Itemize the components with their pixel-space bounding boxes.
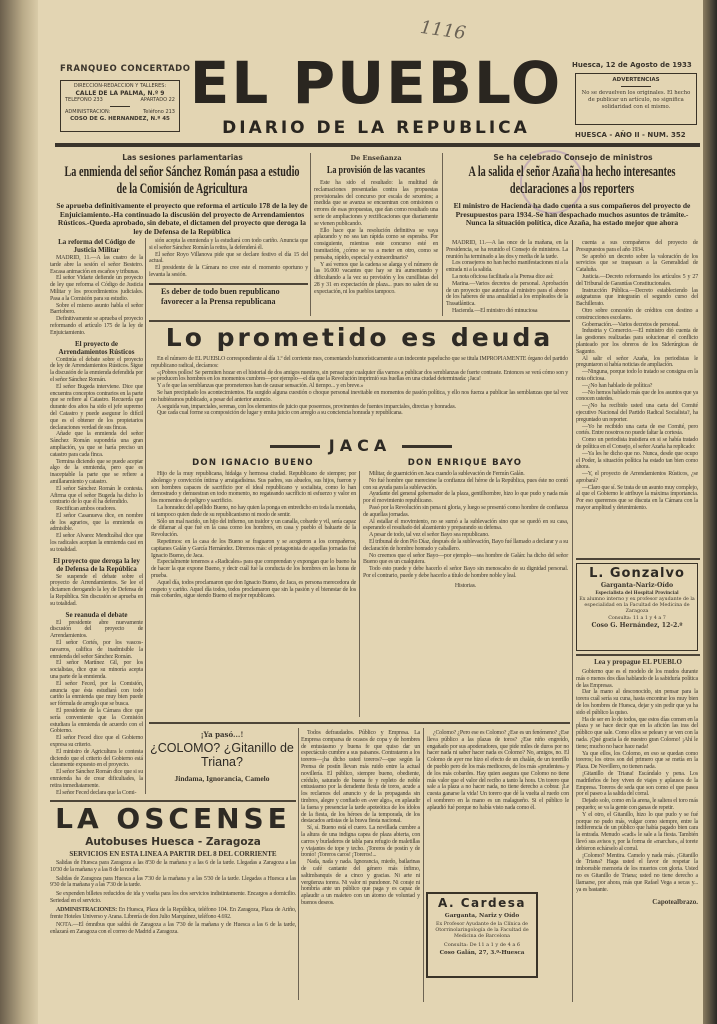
advertencias-box (575, 73, 697, 125)
paragraph: Al salir el señor Azaña, los periodistas le preguntaron si había noticias de ampliación. (576, 355, 698, 369)
doctor-specialty: Garganta-Nariz-Oído (600, 582, 674, 589)
section-title: El proyecto que deroga la ley de Defensa de la República (53, 556, 140, 573)
bueno-column (151, 471, 356, 600)
issue-date: Huesca, 12 de Agosto de 1933 (572, 61, 692, 69)
paragraph: Gobernación.—Varios decretos de personal. (582, 321, 680, 328)
paragraph: El señor Bugeda interviene. Dice que encuentra conceptos contrarios en la parte que se refiere al Catastro. Recuerda que durante dos años ha sido el jefe supremo del Catastro y puede asegurar lo difícil que es el obtener de los propietarios declaraciones verdad de sus fincas. (50, 383, 143, 431)
paragraph: Instrucción Pública.—Decreto estableciendo las asignaturas que integrarán el segundo curso del Bachillerato. (576, 287, 698, 308)
paragraph: Repetimos: en la casa de los Bueno se fraguaron y se acogieron a los compañeros, capitanes Galán y García Hernández. Diremos más: el protagonista de aquellas jornadas fué Ignacio Bueno, de Jaca. (151, 538, 356, 559)
paragraph: sión acepta la enmienda y la estudiará con todo cariño. Anuncia que si el señor Sánchez Román la retira, la defenderá él. (149, 238, 308, 251)
doctor-name: L. Gonzalvo (589, 566, 685, 581)
prensa-slogan: Es deber de todo buen republicano favorecer a la Prensa republicana (149, 283, 308, 306)
paragraph: Termina diciendo que se puede aceptar algo de la enmienda, pero que es inaceptable la parte que se refiere a amillaramiento y catastro. (50, 458, 143, 485)
paragraph: cuenta a sus compañeros del proyecto de Presupuestos para el año 1934. (576, 240, 698, 253)
article-column (50, 238, 143, 796)
address-line: DIRECCION-REDACCION Y TALLERES: (73, 83, 167, 89)
doctor-credentials: Especialista del Hospital Provincial (595, 590, 679, 595)
colomo-continued (576, 669, 698, 907)
paragraph: Marina.—Varios decretos de personal. Aprobación de un proyecto que autoriza al ministro para el abono de los haberes de una anualidad a los empleados de la Trasatlántica. (446, 280, 568, 308)
doctor-credentials: Ex alumno interno y ex profesor ayudante de la especialidad en la Facultad de Medicina de Zaragoza (579, 597, 695, 614)
doctor-credentials: Ex Profesor Ayudante de la Clínica de Otorrinolaringología de la Facultad de Medicina de Barcelona (435, 922, 529, 939)
page-binding (0, 0, 38, 1024)
ad-subtitle: Autobuses Huesca - Zaragoza (85, 836, 261, 848)
paragraph: No creemos que el señor Bayo—por ejemplo—sea hombre de Galán: ha dicho del señor Bueno que es un cualquiera. (363, 552, 568, 566)
ad-title: LA OSCENSE (55, 802, 291, 835)
paragraph: NOTA.—El ómnibus que saldrá de Zaragoza a las 7'30 de la mañana y de Huesca a las 6 de la tarde, enlazará en Zaragoza con el correo de Madrid a Zaragoza. (50, 922, 296, 936)
page-edge (703, 0, 717, 1024)
newspaper-title: EL PUEBLO (189, 49, 563, 117)
address-box (60, 80, 180, 132)
article-headline: ¿COLOMO? ¿Gitanillo de Triana? (150, 741, 294, 769)
colomo-column (427, 730, 569, 812)
admin-address: COSO DE G. HERNANDEZ, N.º 45 (70, 115, 170, 122)
paragraph: El señor Alvarez Mendizábal dice que los radicales aceptan la enmienda casi en su totalidad. (50, 533, 143, 553)
paragraph: Otro sobre concesión de créditos con destino a construcciones escolares. (576, 307, 698, 321)
consultation-hours: Consulta: De 11 a 1 y de 4 a 6 (443, 942, 521, 948)
paragraph: Justicia.—Decreto reformando los artículos 5 y 27 del Tribunal de Garantías Constitucionales. (576, 273, 698, 287)
paragraph: Salidas de Huesca para Zaragoza a las 8'30 de la mañana y a las 6 de la tarde. Llegadas a Zaragoza a las 10'30 de la mañana y a las 8 de la noche. (50, 860, 296, 873)
paragraph: ¡Colomo? Mentira. Camelo y nada más. ¡Gitanillo de Triana? Haga usted el favor de respetar la imborrable memoria de los muertos con gloria. Usted no es Gitanillo de Triana; usted no tiene derecho a llamarse, por ahora, más que Rafael Vega a secas y... ya es bastante. (576, 852, 698, 893)
paragraph: Este ha sido el resultado: la multitud de reclamaciones presentadas contra las propuestas provisionales del concurso por escala de sexenios; a medida que se avanza se encuentran con omisiones o errores de esas propuestas, que dan como resultado una serie de ampliaciones y rectificaciones que diariamente se vienen publicando. (314, 180, 438, 227)
paragraph: Añade que la enmienda del señor Sánchez Román supondría una gran ampliación, ya que se haría preciso un catastro para cada finca. (50, 431, 143, 458)
article-column (314, 180, 438, 296)
paragraph: Pasó por la Revolución sin pena ni gloria, y luego se presentó como hombre de confianza de aquellas jornadas. (363, 504, 568, 518)
advertencias-title: ADVERTENCIAS (612, 77, 660, 83)
doctor-address: Coso Galán, 27, 3.º-Huesca (439, 950, 525, 956)
ad-body (50, 860, 296, 936)
paragraph: Ha de ser en lo de todos, que estos días comen en la plaza y se hace decir que en la afición las iras del público que sale. Como ellos se pelean y se ven con la nada. ¡Qué gracia la de nuestro gran Colomo! ¡Ahí le tiene; mucho no hace hace nada! (576, 716, 698, 750)
phone: TELEFONO 233 (65, 97, 103, 103)
franqueo-label: FRANQUEO CONCERTADO (60, 64, 191, 74)
ad-gonzalvo (576, 563, 698, 651)
paragraph: Dar la mano al desconocido, sin pensar para la torera cuál sería su cuna, hasta encontrar los muy bien de los hombres de Huesca, dejar y sin pedir que ya ha sido el público la quiso. (576, 689, 698, 716)
subject-name: DON IGNACIO BUENO (192, 458, 314, 468)
paragraph: Todos defraudados. Público y Empresa. La Empresa comparsa de ocasos de copa y de hombres de entusiasmo y buena fe que quiso dar un espectáculo cumbre a sus paisanos. Contrataron a los toreros—¡ha dicho usted toreros?—que según la Prensa de postín llevan más ruido entre la actual novillería. El público, siempre bueno, obediente, crédulo, saturado de buena fe y repleto de noble entusiasmo por la deradente fiesta de toros, acude a los reclamos del anuncio y de la propaganda sin timbres, alegre y confiado en «ver algo», en aplaudir la faena y presenciar la tarde apoteótica de los ídolos de la fiesta, de los héroes de la temporada, de los destacados artistas de la brava fiesta nacional. (301, 730, 420, 825)
issue-number: HUESCA - AÑO II - NUM. 352 (575, 131, 686, 139)
paragraph: Especialmente tenemos a «Radicales» para que comprendan y expongan que lo bueno ha de hacer la que expone Bueno, y decir cuál fué la conducta de los hombres en las horas de prueba. (151, 559, 356, 579)
paragraph: Definitivamente se aprueba el proyecto reformando el artículo 175 de la ley de Enjuiciamiento. (50, 316, 143, 336)
paragraph: Se han precipitado los acontecimientos. Ha surgido alguna cuestión o choque personal inevitable en momentos de pasión política, y ello nos fuerza a publicar las semblanzas que tal vez no hubiéramos publicado, a pesar del anterior anuncio. (151, 389, 568, 403)
editorial-signoff: Historias. (454, 582, 477, 589)
paragraph: El señor Sánchez Román le contesta. Afirma que el señor Bugeda ha dicho lo contrario de lo que él ha defendido. (50, 485, 143, 506)
jaca-heading: JACA (328, 436, 392, 455)
paragraph: Al estallar el movimiento, no se sumó a la sublevación sino que se quedó en su casa, esperando el resultado del alzamiento y preparando su defensa. (363, 518, 568, 532)
paragraph: El señor Feced, por la Comisión, anuncia que ésta estudiará con todo cariño la enmienda que muy bien puede ser fórmula de arreglo que se busca. (50, 680, 143, 708)
masthead-rule (55, 143, 700, 147)
paragraph: Sobre el mismo asunto habla el señor Barriobero. (50, 302, 143, 316)
paragraph: El señor Sánchez Román dice que si su enmienda ha de crear dificultades, la retira inmediatamente. (50, 769, 143, 789)
paragraph: Rectifican ambos oradores. (56, 506, 117, 513)
paragraph: Se expenden billetes reducidos de ida y vuelta para los dos servicios indistintamente. Encargos a domicilio. Seriedad en el servicio. (50, 891, 296, 904)
paragraph: —¿No ha recibido usted una carta del Comité ejecutivo Nacional del Partido Radical Socialista?, ha preguntado un reporter. (576, 403, 698, 423)
paragraph: MADRID, 11.—A las cuatro de la tarde abre la sesión el señor Besteiro. Escasa animación en escaños y tribunas. (50, 255, 143, 275)
paragraph: Salidas de Zaragoza para Huesca a las 7'30 de la mañana y a las 5'30 de la tarde. Llegadas a Huesca a las 9'30 de la mañana y a las 7'30 de la tarde. (50, 875, 296, 889)
paragraph: Se aprobó un decreto sobre la valoración de los servicios que se traspasan a la Generalidad de Cataluña. (576, 253, 698, 274)
paragraph: —Ya les he dicho que no. Nunca, desde que ocupo el Poder, la situación política ha estado tan bien como ahora. (576, 450, 698, 471)
paragraph: MADRID, 11.—A las once de la mañana, en la Presidencia, se ha reunido el Consejo de ministros. La reunión ha terminado a las dos y media de la tarde. (446, 240, 568, 260)
paragraph: En el número de EL PUEBLO correspondiente al día 1.º del corriente mes, comentando humorísticamente a un indecente papelucho que se titula IMPROPIAMENTE órgano del partido republicano radical, decíamos: (151, 356, 568, 369)
paragraph: El señor Cortés, por los vascos-navarros, califica de inadmisible la enmienda del señor Sánchez Román. (50, 640, 143, 660)
paragraph: El ministro de Agricultura le contesta diciendo que el criterio del Gobierno está claramente expuesto en el proyecto. (50, 748, 143, 769)
paragraph: El presidente de la Cámara dice que sería conveniente que la Comisión estudiara la enmienda de acuerdo con el Gobierno. (50, 708, 143, 735)
ad-la-oscense (50, 800, 296, 936)
article-kicker: Las sesiones parlamentarias (122, 153, 243, 162)
paragraph: —¿No han hablado de política? (582, 382, 653, 389)
paragraph: El presidente de la Cámara no cree este el momento oportuno y levanta la sesión. (149, 265, 308, 278)
po-box: APARTADO 22 (140, 97, 175, 103)
promo-slogan: Lea y propague EL PUEBLO (594, 658, 682, 666)
paragraph: El tribunal de don Pío Díaz, después de la sublevación, Bayo fué llamado a declarar y a su declaración de hombre honrado y caballero. (363, 538, 568, 552)
paragraph: A pesar de todo, tal vez el señor Bayo sea republicano. (369, 532, 490, 539)
doctor-address: Coso G. Hernández, 12-2.º (591, 622, 683, 629)
paragraph: «¡Pobres pollos! Se permiten hozar en el historial de dos amigos nuestros, sin pensar que cualquier día vamos a publicar dos semblanzas de fuerte contraste. Entonces se verá cómo son y se producen los hombres en los momentos cumbres—por ejemplo—el día que la Revolución imprimió sus huellas en una ciudad determinada: ¡Jaca! (151, 369, 568, 383)
paragraph: Continúa el debate sobre el proyecto de ley de Arrendamientos Rústicos. Sigue la discusión de la enmienda defendida por el señor Sánchez Román. (50, 356, 143, 383)
consultation-hours: Consulta: 11 a 1 y 4 a 7 (608, 616, 666, 621)
ad-services: SERVICIOS EN ESTA LINEA A PARTIR DEL 8 DEL CORRIENTE (69, 850, 277, 858)
editorial-headline: Lo prometido es deuda (165, 323, 554, 352)
paragraph: Aquel día, todos proclamaron que don Ignacio Bueno, de Jaca, es persona merecedora de respeto y cariño. Aquel día todos, todos proclamaron que sin la pasión y el bienestar de los más cobardes, sigue siendo Bueno el mejor republicano. (151, 579, 356, 600)
paragraph: El señor Feced dice que el Gobierno expresa su criterio. (50, 735, 143, 748)
article-subhead: Jindama, Ignorancia, Camelo (174, 774, 270, 783)
paragraph: La nota oficiosa facilitada a la Prensa dice así: (452, 273, 554, 280)
paragraph: ¿Colomo? ¿Pero ese es Colomo? ¿Ese es un fenómeno? ¿Ese lleva público a las plazas de toros? ¿Ese niño engreído, engañado por sus apoderadores, que pide miles de duros por no hacer nada ni saber hacer nada es Colomo? No, amigos, no. El Colomo de ayer me hizo el efecto de un chalán, de un torerillo de pueblo pero de los más mediocres, de los más «prudentes» y de los más cobardes. Hay quien asegura que Colomo no tiene más valor que el valor del recibo a tanto la hora. Un torero que sale a la plaza a no hacer nada, no tiene derecho a cobrar. ¡Le cuesta ganarse la vida! Un torero que dé la vuelta al ruedo con el sombrero en la mano es un malagueño. Si el público le aplaudió fué porque no había visto nada como él. (427, 730, 569, 811)
article-kicker: De Enseñanza (350, 154, 402, 162)
paragraph: Nada, nada y nada. Ignorancia, miedo, bailarinas de café cantante del género más ínfimo, saltimbanquis de a cinco y gracias. Ni arte ni vergüenza torera. Ni valor ni pundonor. Ni coraje ni hombría ante un público que paga y es capaz de aplaudir a un maleteo con un átomo de voluntad y buenos deseos. (301, 859, 420, 906)
paragraph: Se suspende el debate sobre el proyecto de Arrendamientos. Se lee el dictamen derogando la ley de Defensa de la República. Sin discusión se aprueba en su totalidad. (50, 573, 143, 607)
paragraph: El señor Royo Villanova pide que se declare festivo el día 15 del actual. (149, 251, 308, 265)
paragraph: La honradez del apellido Bueno, no hay quien la ponga en entredicho en toda la montaña, ni tampoco quien dude de su republicanismo ni modo de sentir. (151, 504, 356, 518)
paragraph: Sí, sí. Bueno está el cuero. La novillada cumbre a la altura de una indigna capea de plaza abierta, con carros y burladeros de tabla para refugio de maletillas y viajantes de tope y techo. ¡Toreros de postín y de tronío! ¡Toreros caros! ¡Toreros!... (301, 825, 420, 859)
paragraph: Industria y Comercio.—El ministro dió cuenta de las gestiones realizadas para solucionar el conflicto planteado por los obreros de los Siderúrgicas de Sagunto. (576, 328, 698, 355)
paragraph: Gobierno que es el modelo de los mudos durante más o menos dos días hablando de la sabiduría política de las Empresas. (576, 669, 698, 689)
paragraph: Como un periodista insistiera en si se había tratado de política en el Consejo, el señor Azaña ha replicado: (576, 437, 698, 450)
doctor-specialty: Garganta, Nariz y Oído (444, 913, 520, 919)
paragraph: —Ninguna, porque todo lo tratado se consigna en la nota oficiosa. (576, 369, 698, 382)
label: ADMINISTRACIONES: (56, 906, 117, 913)
paragraph: Y a fe que las semblanzas que prometemos han de causar sensación. Al tiempo... y en breve.» (157, 383, 364, 390)
article-deck: Se aprueba definitivamente el proyecto que reforma el artículo 178 de la ley de Enjuiciamiento.-Ha continuado la discusión del proyecto de Arrendamientos Rústicos.-Queda aprobado, sin debate, el dictamen del proyecto que deroga la ley de Defensa de la República (56, 201, 308, 236)
paragraph: Ya que ellos, los Colomo, en eso se quedan como toreros; los otros son del primero que se metía en la Plaza. De Novillero, no tienen nada. (576, 750, 698, 771)
ad-cardesa (426, 892, 538, 978)
bayo-column (363, 471, 568, 590)
paragraph: A seguida van, imparciales, serenas, con los elementos de juicio que poseemos, provinentes de fuentes imparciales, directas y honradas. (157, 403, 456, 410)
paragraph: No fué hombre que mereciese la confianza del héroe de la República, pues éste no contó con su ayuda para la sublevación. (363, 477, 568, 491)
article-column (576, 240, 698, 512)
admin-label: ADMINISTRACION: (65, 109, 111, 115)
article-deck: El ministro de Hacienda ha dado cuenta a sus compañeros del proyecto de Presupuestos para 1934.-Se han despachado muchos asuntos de trámite.-Nunca la situación política, dice Azaña, ha estado mejor que ahora (453, 201, 691, 227)
paragraph: El señor Feced declara que la Comi- (56, 789, 137, 796)
paragraph: Y así vemos que la cadena se alarga y el número de las 16.000 vacantes que hay se irá aumentando y dificultando a la vez su provisión y los cursillistas del 28 y 31 en expectación de plaza... pues no salen de su expectación, ni los pueblos tampoco. (314, 261, 438, 295)
editorial-intro (151, 356, 568, 417)
article-column (446, 240, 568, 315)
paragraph: Hijo de la muy republicana, hidalga y hermosa ciudad. Republicano de siempre; por abolengo y convicción íntima y arraigadísima. Sus padres, sus abuelos, sus hijos, fueron y son hombres capaces de sacrificio por el ideal republicano y socialista, como lo han demostrado y demuestran en todo momento, no regateando sacrificio ni esfuerzo y valor en los momentos de peligro y sacrificio. (151, 471, 356, 505)
section-title: Se reanuda el debate (65, 610, 128, 619)
author-signature: Capotealbrazo. (652, 898, 698, 907)
section-title: El proyecto de Arrendamientos Rústicos (58, 339, 135, 356)
advertencias-text: No se devuelven los originales. El hecho de publicar un artículo, no significa solidaridad con el mismo. (581, 90, 691, 110)
newspaper-subtitle: DIARIO DE LA REPUBLICA (222, 118, 530, 138)
section-title: La reforma del Código de Justicia Militar (58, 238, 135, 254)
paragraph: Los consejeros no han hecho manifestaciones ni a la entrada ni a la salida. (446, 260, 568, 274)
handwritten-number: 1116 (418, 16, 468, 45)
paragraph: Dejado solo, como en la arena, le saliera el toro más pequeño; se va la gente con ganas de repetir. (576, 798, 698, 811)
paragraph: En Huesca, Plaza de la República, teléfono 104. En Zaragoza, Plaza de Ariño, frente Hoteles Universo y Arana. Librería de don Julio Marquínez, teléfono 4.692. (50, 906, 296, 920)
paragraph: El señor Martínez Gil, por los socialistas, dice que su minoría acepta una parte de la enmienda. (50, 660, 143, 681)
article-headline: A la salida el señor Azaña ha hecho interesantes declaraciones a los reporters (468, 164, 676, 197)
paragraph: —Claro que sí. Se trata de un asunto muy complejo, al que el Gobierno le atribuye la máxima importancia. Por eso queremos que se discuta en la Cámara con la mayor amplitud y detenimiento. (576, 484, 698, 512)
paragraph: Ello hace que la resolución definitiva se vaya aplazando y no sea tan rápida como se esperaba. Por consiguiente, mientras este concurso esté en tramitación, ¿cómo se va a meter en otro, como se pensaba, rápido, especial y extraordinario? (314, 227, 438, 261)
article-headline: La enmienda del señor Sánchez Román pasa a estudio de la Comisión de Agricultura (64, 164, 300, 197)
article-kicker: Se ha celebrado Consejo de ministros (493, 153, 653, 162)
paragraph: Todo esto puede y debe hacerlo el señor Bayo sin menoscabo de su dignidad personal. Por el contrario, puede y debe hacerlo a título de hombre noble y leal. (363, 566, 568, 579)
paragraph: Que cada cual forme su composición de lugar y emita juicio con arreglo a su conciencia honrada y republicana. (157, 410, 403, 417)
paragraph: ¡Gitanillo de Triana! Escándalo y pena. Los madrileños de hoy viven de viajes y aplausos de la Empresa. Toreros de seda que son como el que pasea por el paseo a la salida del corral. (576, 770, 698, 798)
paragraph: El señor Casanueva dice, en nombre de los agrarios, que la enmienda es admisible. (50, 512, 143, 533)
paragraph: —No hemos hablado más que de los asuntos que ya conocen ustedes. (576, 389, 698, 403)
colomo-column (301, 730, 420, 907)
paragraph: Sólo un mal nacido, un hijo del infierno, un traidor y un canalla, cobarde y vil, sería capaz de difamar al que fué en la casa como los hombres, en casa y pueblo el baluarte de la Revolución. (151, 518, 356, 539)
article-headline: La provisión de las vacantes (326, 165, 426, 176)
paragraph: Ayudante del general gobernador de la plaza, gentilhombre, hizo lo que pudo y nada más por el movimiento republicano. (363, 491, 568, 505)
doctor-name: A. Cardesa (437, 896, 527, 910)
paragraph: El presidente abre nuevamente discusión del proyecto de Arrendamientos. (50, 619, 143, 640)
article-kicker: ¡Ya pasó...! (200, 730, 244, 739)
admin-phone: Teléfono 213 (143, 109, 175, 115)
address-line: CALLE DE LA PALMA, N.º 9 (75, 89, 165, 97)
paragraph: Militar, de guarnición en Jaca cuando la sublevación de Fermín Galán. (369, 471, 525, 477)
paragraph: Hacienda.—El ministro dió minuciosa (452, 307, 538, 314)
paragraph: —Yo he recibido una carta de ese Comité, pero cortés. Entre nosotros no puede faltar la cortesía. (576, 423, 698, 437)
paragraph: El señor Vidarte defiende un proyecto de ley que reforma el Código de Justicia Militar y los procedimientos judiciales. Pasa a la Comisión para su estudio. (50, 275, 143, 302)
paragraph: —Y, el proyecto de Arrendamientos Rústicos, ¿se aprobará? (576, 471, 698, 484)
subject-name: DON ENRIQUE BAYO (407, 458, 523, 468)
paragraph: Y el otro, el Gitanillo, hizo lo que pudo y se fué porque no pudo más, vulgar como siempre, entre la indiferencia de un público que había pagado bien cara la entrada. Menudo «cadi» le sale a la fiesta. También llevó sus avisos y, por la forma de «marchar», al torete debieron echárselo al corral. (576, 811, 698, 852)
article-column (149, 238, 308, 279)
